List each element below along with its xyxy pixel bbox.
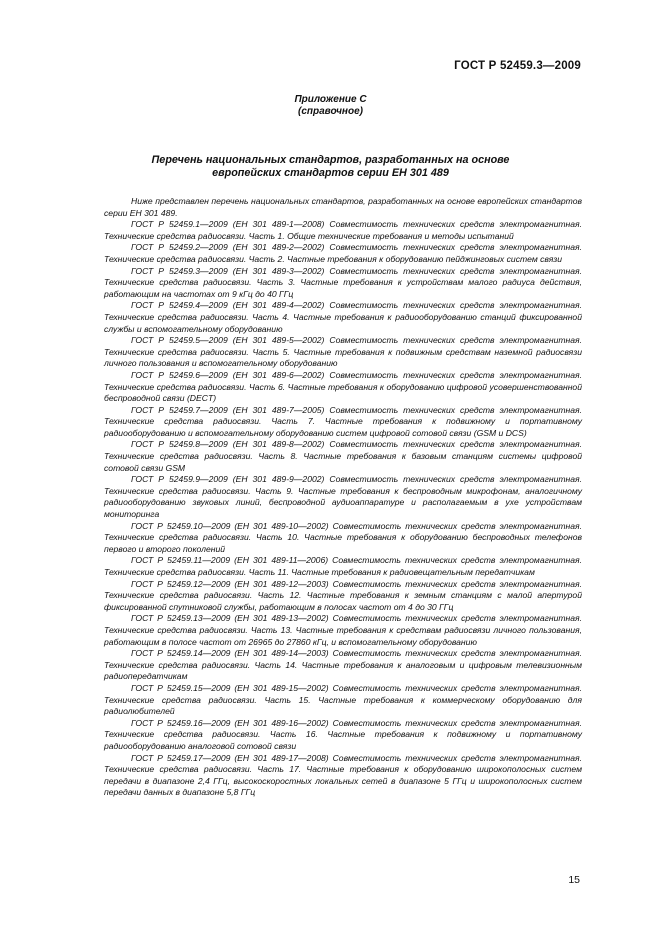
standard-entry: ГОСТ Р 52459.15—2009 (ЕН 301 489-15—2002) Совместимость технических средств электромагнитная. Технические средства радиосвязи. Часть 15. Частные требования к коммерческому оборудованию для радиолюбителей <box>104 682 582 717</box>
standard-entry: ГОСТ Р 52459.12—2009 (ЕН 301 489-12—2003) Совместимость технических средств электромагнитная. Технические средства радиосвязи. Часть 12. Частные требования к земным станциям с малой апертурой фиксированной спутниковой службы, работающим в полосах частот от 4 до 30 ГГц <box>104 578 582 612</box>
standard-entry: ГОСТ Р 52459.17—2009 (ЕН 301 489-17—2008) Совместимость технических средств электромагнитная. Технические средства радиосвязи. Часть 17. Частные требования к оборудованию широкополосных систем передачи в диапазоне 2,4 ГГц, высокоскоростных локальных сетей в диапазоне 5 ГГц и широкополосных систем передачи данных в диапазоне 5,8 ГГц <box>104 752 582 798</box>
heading-line-2: европейских стандартов серии ЕН 301 489 <box>212 166 449 179</box>
appendix-label <box>0 94 661 118</box>
standard-entry: ГОСТ Р 52459.10—2009 (ЕН 301 489-10—2002) Совместимость технических средств электромагнитная. Технические средства радиосвязи. Часть 10. Частные требования к оборудованию беспроводных телефонов первого и второго поколений <box>104 520 582 554</box>
document-number: ГОСТ Р 52459.3—2009 <box>454 60 581 72</box>
standard-entry: ГОСТ Р 52459.16—2009 (ЕН 301 489-16—2002) Совместимость технических средств электромагнитная. Технические средства радиосвязи. Часть 16. Частные требования к подвижному и портативному радиооборудованию аналоговой сотовой связи <box>104 717 582 751</box>
appendix-type: (справочное) <box>298 106 363 117</box>
standard-entry: ГОСТ Р 52459.7—2009 (ЕН 301 489-7—2005) Совместимость технических средств электромагнитная. Технические средства радиосвязи. Часть 7. Частные требования к подвижному и портативному радиооборудованию и вспомогательному оборудованию систем цифровой сотовой связи (GSM и DCS) <box>104 404 582 438</box>
standard-entry: ГОСТ Р 52459.1—2009 (ЕН 301 489-1—2008) Совместимость технических средств электромагнитная. Технические средства радиосвязи. Часть 1. Общие технические требования и методы испытаний <box>104 219 582 241</box>
standard-entry: ГОСТ Р 52459.6—2009 (ЕН 301 489-6—2002) Совместимость технических средств электромагнитная. Технические средства радиосвязи. Часть 6. Частные требования к оборудованию цифровой усовершенствованной беспроводной связи (DECT) <box>104 369 582 404</box>
section-heading <box>0 154 661 179</box>
standard-entry: ГОСТ Р 52459.11—2009 (ЕН 301 489-11—2006) Совместимость технических средств электромагнитная. Технические средства радиосвязи. Часть 11. Частные требования к радиовещательным передатчикам <box>104 555 582 577</box>
standard-entry: ГОСТ Р 52459.3—2009 (ЕН 301 489-3—2002) Совместимость технических средств электромагнитная. Технические средства радиосвязи. Часть 3. Частные требования к устройствам малого радиуса действия, работающим на частотах от 9 кГц до 40 ГГц <box>104 265 582 299</box>
standard-entry: ГОСТ Р 52459.4—2009 (ЕН 301 489-4—2002) Совместимость технических средств электромагнитная. Технические средства радиосвязи. Часть 4. Частные требования к радиооборудованию станций фиксированной службы и вспомогательному оборудованию <box>104 300 582 334</box>
heading-line-1: Перечень национальных стандартов, разработанных на основе <box>151 154 510 166</box>
standard-entry: ГОСТ Р 52459.9—2009 (ЕН 301 489-9—2002) Совместимость технических средств электромагнитная. Технические средства радиосвязи. Часть 9. Частные требования к беспроводным микрофонам, аналогичному радиооборудованию звуковых линий, беспроводной аудиоаппаратуре и располагаемым в ухе устройствам мониторинга <box>104 474 582 520</box>
standard-entry: ГОСТ Р 52459.14—2009 (ЕН 301 489-14—2003) Совместимость технических средств электромагнитная. Технические средства радиосвязи. Часть 14. Частные требования к аналоговым и цифровым телевизионным радиопередатчикам <box>104 648 582 682</box>
standard-entry: ГОСТ Р 52459.5—2009 (ЕН 301 489-5—2002) Совместимость технических средств электромагнитная. Технические средства радиосвязи. Часть 5. Частные требования к подвижным средствам наземной радиосвязи личного пользования и вспомогательному оборудованию <box>104 335 582 369</box>
page-number: 15 <box>568 874 580 886</box>
standard-entry: ГОСТ Р 52459.8—2009 (ЕН 301 489-8—2002) Совместимость технических средств электромагнитная. Технические средства радиосвязи. Часть 8. Частные требования к базовым станциям системы цифровой сотовой связи GSM <box>104 439 582 473</box>
standard-entry: ГОСТ Р 52459.2—2009 (ЕН 301 489-2—2002) Совместимость технических средств электромагнитная. Технические средства радиосвязи. Часть 2. Частные требования к оборудованию пейджинговых систем связи <box>104 242 582 264</box>
standards-list <box>104 196 582 799</box>
appendix-title: Приложение С <box>294 94 367 105</box>
intro-paragraph: Ниже представлен перечень национальных стандартов, разработанных на основе европейских стандартов серии ЕН 301 489. <box>104 196 582 218</box>
standard-entry: ГОСТ Р 52459.13—2009 (ЕН 301 489-13—2002) Совместимость технических средств электромагнитная. Технические средства радиосвязи. Часть 13. Частные требования к средствам радиосвязи личного пользования, работающим в полосе частот от 26965 до 27860 кГц, и вспомогательному оборудованию <box>104 613 582 647</box>
